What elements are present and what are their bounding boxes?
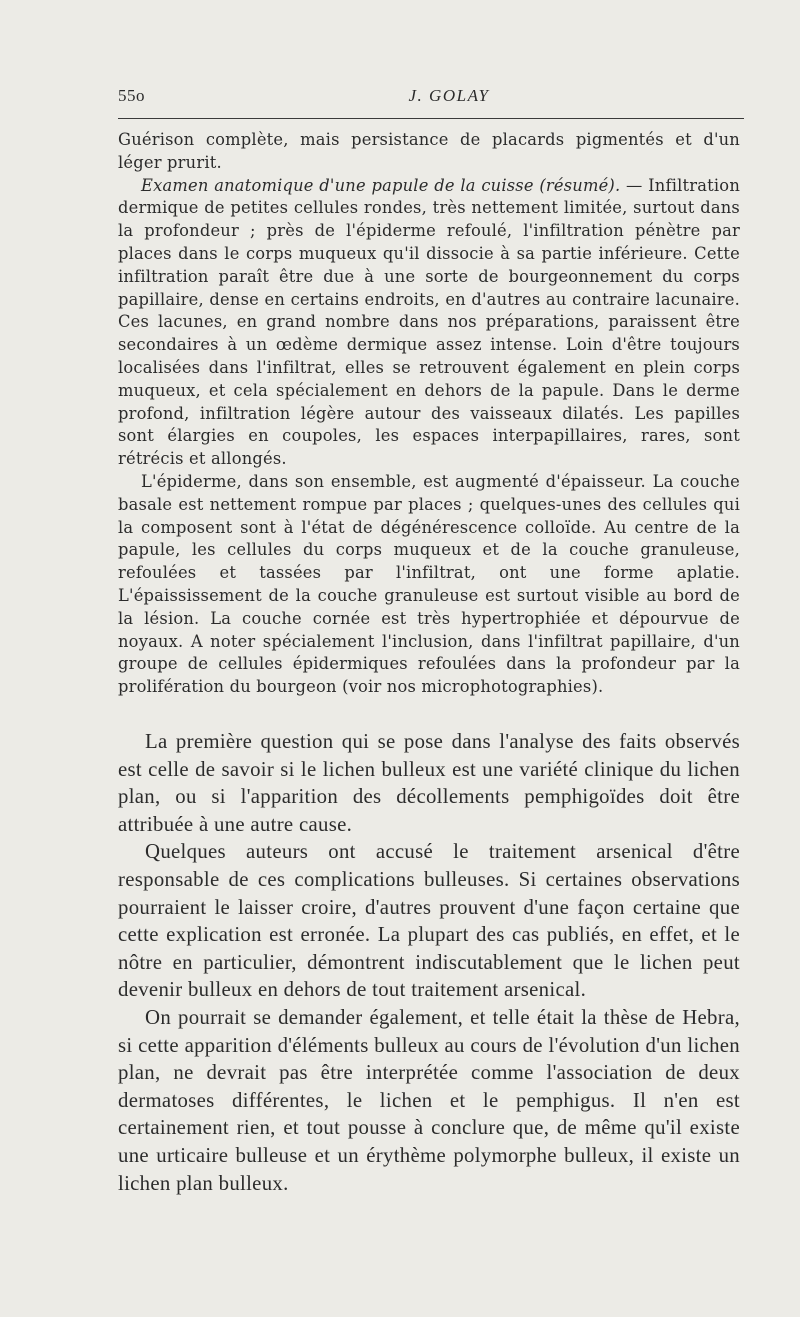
page-header (118, 86, 740, 112)
paragraph-hebra-thesis: On pourrait se demander également, et telle était la thèse de Hebra, si cette apparition d'éléments bulleux au cours de l'évolution d'un lichen plan, ne devrait pas être interprétée comme l'association de deux dermatoses différentes, le lichen et le pemphigus. Il n'en est certainement rien, et tout pousse à conclure que, de même qu'il existe une urticaire bulleuse et un érythème polymorphe bulleux, il existe un lichen plan bulleux. (118, 1005, 740, 1195)
running-head: J. GOLAY (408, 86, 490, 105)
paragraph-anatomical-exam (118, 175, 740, 471)
discussion-text-block (118, 728, 740, 1197)
paragraph-arsenical-treatment: Quelques auteurs ont accusé le traitement arsenical d'être responsable de ces complications bulleuses. Si certaines observations pourraient le laisser croire, d'autres prouvent d'une façon certaine que cette explication est erronée. La plupart des cas publiés, en effet, et le nôtre en particulier, démontrent indiscutablement que le lichen peut devenir bulleux en dehors de tout traitement arsenical. (118, 840, 740, 1002)
header-rule (118, 118, 744, 119)
observation-text-block (118, 129, 740, 699)
paragraph-epidermis: L'épiderme, dans son ensemble, est augmenté d'épaisseur. La couche basale est nettement rompue par places ; quelques-unes des cellules qui la composent sont à l'état de dégénérescence colloïde. Au centre de la papule, les cellules du corps muqueux et de la couche granuleuse, refoulées et tassées par l'infiltrat, ont une forme aplatie. L'épaississement de la couche granuleuse est surtout visible au bord de la lésion. La couche cornée est très hypertrophiée et dépourvue de noyaux. A noter spécialement l'inclusion, dans l'infiltrat papillaire, d'un groupe de cellules épidermiques refoulées dans la profondeur par la prolifération du bourgeon (voir nos microphotographies). (118, 471, 740, 697)
paragraph-first-question: La première question qui se pose dans l'analyse des faits observés est celle de savoir si le lichen bulleux est une variété clinique du lichen plan, ou si l'apparition des décollements pemphigoïdes doit être attribuée à une autre cause. (118, 730, 740, 836)
page-number: 55o (118, 86, 145, 105)
exam-text: — Infiltration dermique de petites cellules rondes, très nettement limitée, surtout dans la profondeur ; près de l'épiderme refoulé, l'infiltration pénètre par places dans le corps muqueux qu'il dissocie à sa partie inférieure. Cette infiltration paraît être due à une sorte de bourgeonnement du corps papillaire, dense en certains endroits, en d'autres au contraire lacunaire. Ces lacunes, en grand nombre dans nos préparations, paraissent être secondaires à un œdème dermique assez intense. Loin d'être toujours localisées dans l'infiltrat, elles se retrouvent également en plein corps muqueux, et cela spécialement en dehors de la papule. Dans le derme profond, infiltration légère autour des vaisseaux dilatés. Les papilles sont élargies en coupoles, les espaces interpapillaires, rares, sont rétrécis et allongés. (118, 175, 740, 469)
exam-heading: Examen anatomique d'une papule de la cuisse (résumé). (141, 175, 621, 195)
paragraph-recovery: Guérison complète, mais persistance de placards pigmentés et d'un léger prurit. (118, 130, 740, 172)
